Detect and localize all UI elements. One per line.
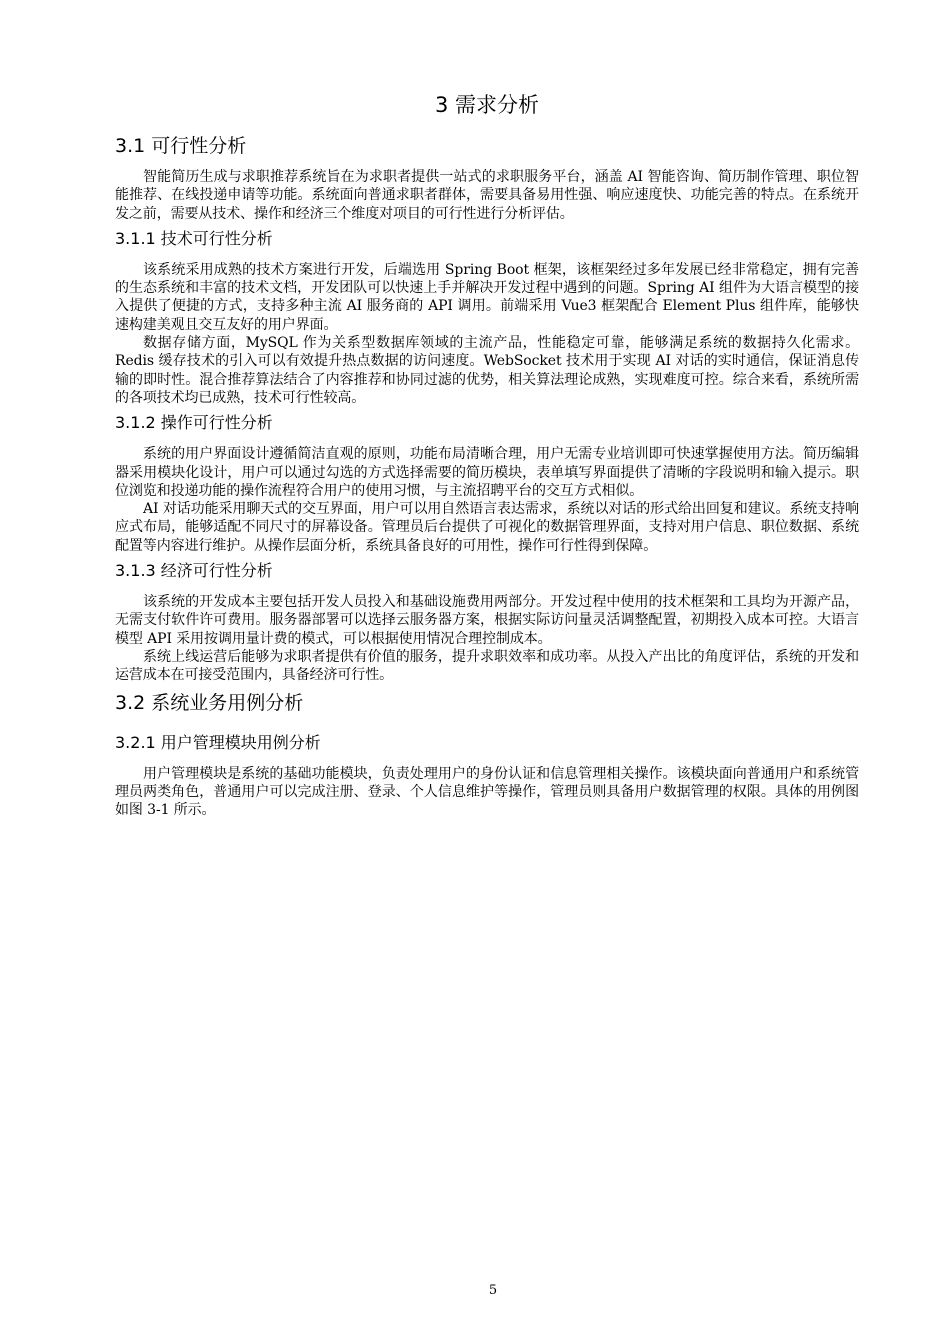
subsection-title: 3.1.1 技术可行性分析 (115, 228, 273, 248)
subsection-title: 3.1.3 经济可行性分析 (115, 561, 273, 581)
section-title: 3.2 系统业务用例分析 (115, 691, 304, 714)
subsection-3-1-3 (115, 559, 859, 684)
paragraph: 数据存储方面，MySQL 作为关系型数据库领域的主流产品，性能稳定可靠，能够满足系统的数据持久化需求。Redis 缓存技术的引入可以有效提升热点数据的访问速度。WebSocket 技术用于实现 AI 对话的实时通信，保证消息传输的即时性。混合推荐算法结合了内容推荐和协同过滤的优势，相关算法理论成熟，实现难度可控。综合来看，系统所需的各项技术均已成熟，技术可行性较高。 (115, 335, 859, 406)
section-title: 3.1 可行性分析 (115, 135, 247, 157)
section-3-2 (115, 689, 859, 820)
subsection-3-1-2 (115, 411, 859, 555)
paragraph: 该系统的开发成本主要包括开发人员投入和基础设施费用两部分。开发过程中使用的技术框架和工具均为开源产品，无需支付软件许可费用。服务器部署可以选择云服务器方案，根据实际访问量灵活调整配置，初期投入成本可控。大语言模型 API 采用按调用量计费的模式，可以根据使用情况合理控制成本。 (115, 594, 859, 647)
paragraph: AI 对话功能采用聊天式的交互界面，用户可以用自然语言表达需求，系统以对话的形式给出回复和建议。系统支持响应式布局，能够适配不同尺寸的屏幕设备。管理员后台提供了可视化的数据管理界面，支持对用户信息、职位数据、系统配置等内容进行维护。从操作层面分析，系统具备良好的可用性，操作可行性得到保障。 (115, 501, 859, 554)
subsection-title: 3.2.1 用户管理模块用例分析 (115, 732, 321, 752)
paragraph: 该系统采用成熟的技术方案进行开发，后端选用 Spring Boot 框架，该框架经过多年发展已经非常稳定，拥有完善的生态系统和丰富的技术文档，开发团队可以快速上手并解决开发过程中遇到的问题。Spring AI 组件为大语言模型的接入提供了便捷的方式，支持多种主流 AI 服务商的 API 调用。前端采用 Vue3 框架配合 Element Plus 组件库，能够快速构建美观且交互友好的用户界面。 (115, 261, 859, 333)
subsection-title: 3.1.2 操作可行性分析 (115, 413, 273, 433)
document-page (115, 88, 859, 819)
paragraph: 用户管理模块是系统的基础功能模块，负责处理用户的身份认证和信息管理相关操作。该模块面向普通用户和系统管理员两类角色，普通用户可以完成注册、登录、个人信息维护等操作，管理员则具备用户数据管理的权限。具体的用例图如图 3-1 所示。 (115, 765, 859, 819)
subsection-3-2-1 (115, 731, 859, 820)
paragraph: 系统的用户界面设计遵循简洁直观的原则，功能布局清晰合理，用户无需专业培训即可快速掌握使用方法。简历编辑器采用模块化设计，用户可以通过勾选的方式选择需要的简历模块，表单填写界面提供了清晰的字段说明和输入提示。职位浏览和投递功能的操作流程符合用户的使用习惯，与主流招聘平台的交互方式相似。 (115, 446, 859, 499)
chapter-title: 3 需求分析 (434, 93, 540, 117)
subsection-3-1-1 (115, 227, 859, 407)
paragraph: 系统上线运营后能够为求职者提供有价值的服务，提升求职效率和成功率。从投入产出比的角度评估，系统的开发和运营成本在可接受范围内，具备经济可行性。 (115, 648, 859, 684)
paragraph: 智能简历生成与求职推荐系统旨在为求职者提供一站式的求职服务平台，涵盖 AI 智能咨询、简历制作管理、职位智能推荐、在线投递申请等功能。系统面向普通求职者群体，需要具备易用性强、响应速度快、功能完善的特点。在系统开发之前，需要从技术、操作和经济三个维度对项目的可行性进行分析评估。 (115, 169, 859, 222)
section-3-1 (115, 132, 859, 685)
page-number: 5 (488, 1283, 498, 1298)
